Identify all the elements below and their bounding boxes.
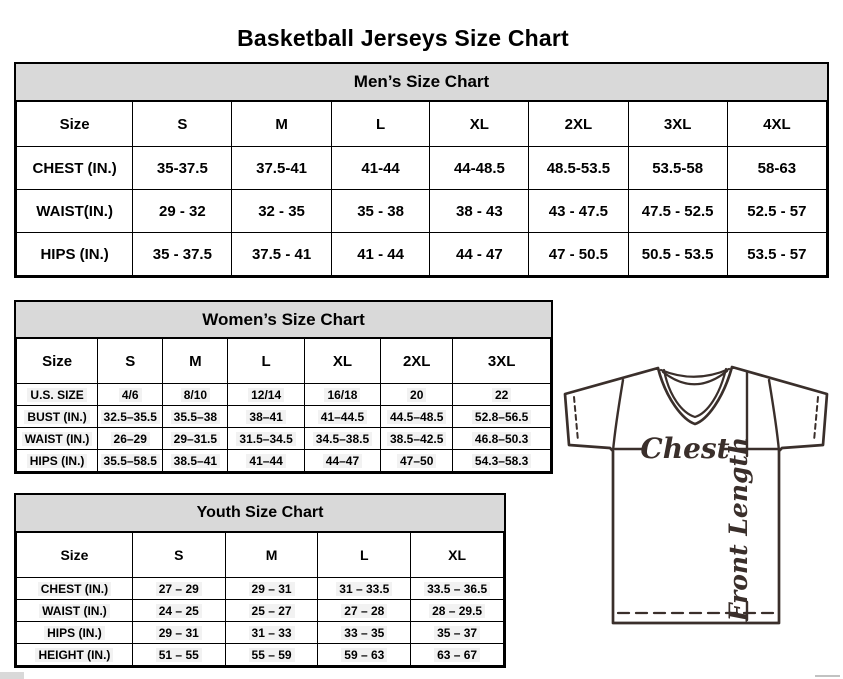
cell-value: 28 – 29.5 — [429, 604, 485, 618]
cell-value: 54.3–58.3 — [472, 454, 531, 468]
mens-table-grid — [16, 101, 827, 276]
column-header: 2XL — [529, 102, 628, 147]
front-length-label: Front Length — [724, 436, 753, 622]
cell-value: 20 — [407, 388, 426, 402]
size-header-row — [17, 339, 551, 384]
cell-value: 43 - 47.5 — [548, 202, 609, 220]
column-header: Size — [17, 102, 133, 147]
cell-value: 37.5 - 41 — [251, 245, 312, 263]
row-label: CHEST (IN.) — [32, 159, 117, 177]
table-row — [17, 450, 551, 472]
row-label: U.S. SIZE — [27, 388, 86, 402]
size-header-row — [17, 102, 827, 147]
womens-table-grid — [16, 338, 551, 472]
cell-value: 46.8–50.3 — [472, 432, 531, 446]
row-label: HIPS (IN.) — [40, 245, 109, 263]
chest-label: Chest — [640, 432, 730, 465]
cell-value: 16/18 — [324, 388, 360, 402]
column-header: M — [225, 533, 318, 578]
table-row — [17, 406, 551, 428]
row-label: WAIST(IN.) — [36, 202, 113, 220]
row-label: CHEST (IN.) — [38, 582, 111, 596]
cell-value: 59 – 63 — [341, 648, 387, 662]
table-row — [17, 384, 551, 406]
row-label: HIPS (IN.) — [44, 626, 105, 640]
jersey-outline — [565, 367, 827, 623]
cell-value: 35 – 37 — [434, 626, 480, 640]
cell-value: 4/6 — [119, 388, 142, 402]
column-header: 2XL — [381, 339, 453, 384]
cell-value: 53.5-58 — [652, 159, 704, 177]
column-header: M — [232, 102, 331, 147]
cell-value: 50.5 - 53.5 — [641, 245, 714, 263]
size-header-row — [17, 533, 504, 578]
table-row — [17, 600, 504, 622]
row-label: HIPS (IN.) — [27, 454, 88, 468]
cell-value: 47 - 50.5 — [548, 245, 609, 263]
column-header: S — [98, 339, 163, 384]
womens-chart-title: Women’s Size Chart — [16, 302, 551, 338]
column-header: XL — [411, 533, 504, 578]
cell-value: 29 – 31 — [249, 582, 295, 596]
cell-value: 35.5–38 — [171, 410, 220, 424]
jersey-measurement-diagram — [552, 358, 840, 650]
cell-value: 41–44 — [246, 454, 285, 468]
cell-value: 53.5 - 57 — [747, 245, 807, 263]
cell-value: 27 – 28 — [341, 604, 387, 618]
cell-value: 51 – 55 — [156, 648, 202, 662]
row-label: WAIST (IN.) — [22, 432, 93, 446]
cell-value: 44.5–48.5 — [387, 410, 446, 424]
cell-value: 24 – 25 — [156, 604, 202, 618]
table-row — [17, 147, 827, 190]
cell-value: 44 - 47 — [456, 245, 503, 263]
cell-value: 38.5–42.5 — [387, 432, 446, 446]
cell-value: 22 — [492, 388, 511, 402]
cell-value: 35.5–58.5 — [101, 454, 160, 468]
cell-value: 33.5 – 36.5 — [424, 582, 490, 596]
cell-value: 32.5–35.5 — [101, 410, 160, 424]
cell-value: 58-63 — [757, 159, 797, 177]
cell-value: 26–29 — [111, 432, 150, 446]
womens-size-chart-table — [14, 300, 553, 474]
cell-value: 37.5-41 — [256, 159, 307, 177]
cell-value: 12/14 — [248, 388, 284, 402]
mens-size-chart-table — [14, 62, 829, 278]
page-title: Basketball Jerseys Size Chart — [237, 25, 569, 52]
cell-value: 31 – 33 — [249, 626, 295, 640]
cell-value: 38 - 43 — [456, 202, 503, 220]
column-header: 3XL — [453, 339, 551, 384]
cell-value: 38–41 — [246, 410, 285, 424]
scrollbar-fragment[interactable] — [0, 672, 24, 679]
column-header: Size — [17, 339, 98, 384]
cell-value: 27 – 29 — [156, 582, 202, 596]
cell-value: 41-44 — [361, 159, 400, 177]
column-header: L — [318, 533, 411, 578]
jersey-diagram-svg — [552, 358, 840, 650]
table-row — [17, 428, 551, 450]
table-row — [17, 644, 504, 666]
table-row — [17, 578, 504, 600]
youth-size-chart-table — [14, 493, 506, 668]
cell-value: 29 - 32 — [158, 202, 206, 220]
column-header: S — [133, 102, 232, 147]
cell-value: 55 – 59 — [249, 648, 295, 662]
cell-value: 25 – 27 — [249, 604, 295, 618]
cell-value: 29 – 31 — [156, 626, 202, 640]
mens-chart-title: Men’s Size Chart — [16, 64, 827, 101]
youth-table-grid — [16, 532, 504, 666]
cell-value: 31 – 33.5 — [336, 582, 392, 596]
cell-value: 41 - 44 — [357, 245, 404, 263]
row-label: WAIST (IN.) — [39, 604, 110, 618]
handle-fragment — [815, 675, 840, 677]
column-header: 4XL — [727, 102, 826, 147]
column-header: L — [331, 102, 430, 147]
table-row — [17, 233, 827, 276]
cell-value: 34.5–38.5 — [313, 432, 372, 446]
cell-value: 35 - 38 — [357, 202, 404, 220]
cell-value: 41–44.5 — [318, 410, 367, 424]
row-label: HEIGHT (IN.) — [35, 648, 113, 662]
column-header: S — [132, 533, 225, 578]
column-header: XL — [430, 102, 529, 147]
cell-value: 47–50 — [397, 454, 436, 468]
cell-value: 31.5–34.5 — [236, 432, 295, 446]
cell-value: 52.8–56.5 — [472, 410, 531, 424]
cell-value: 33 – 35 — [341, 626, 387, 640]
column-header: 3XL — [628, 102, 727, 147]
cell-value: 44–47 — [323, 454, 362, 468]
cell-value: 35 - 37.5 — [152, 245, 212, 263]
column-header: Size — [17, 533, 133, 578]
table-row — [17, 622, 504, 644]
table-row — [17, 190, 827, 233]
cell-value: 32 - 35 — [258, 202, 305, 220]
cell-value: 38.5–41 — [171, 454, 220, 468]
cell-value: 52.5 - 57 — [747, 202, 807, 220]
cell-value: 47.5 - 52.5 — [641, 202, 714, 220]
cell-value: 35-37.5 — [156, 159, 208, 177]
cell-value: 8/10 — [181, 388, 210, 402]
youth-chart-title: Youth Size Chart — [16, 495, 504, 532]
cell-value: 29–31.5 — [171, 432, 220, 446]
cell-value: 48.5-53.5 — [546, 159, 611, 177]
cell-value: 44-48.5 — [453, 159, 505, 177]
column-header: XL — [304, 339, 380, 384]
row-label: BUST (IN.) — [24, 410, 89, 424]
column-header: L — [228, 339, 304, 384]
column-header: M — [163, 339, 228, 384]
cell-value: 63 – 67 — [434, 648, 480, 662]
